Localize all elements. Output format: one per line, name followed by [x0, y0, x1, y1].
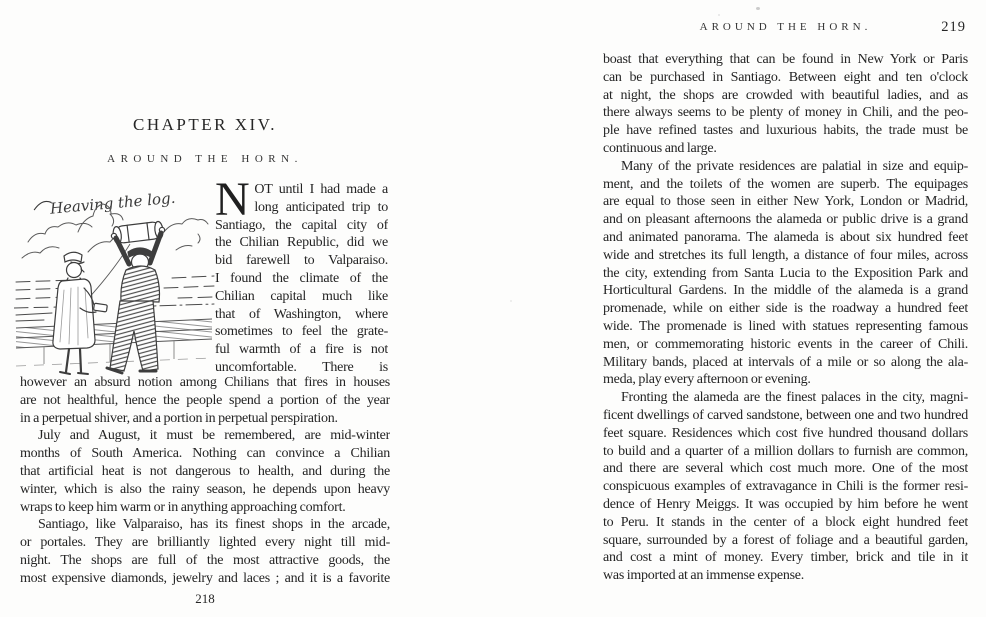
- text-line: uncomfortable. There is: [215, 359, 388, 375]
- opening-paragraph: [215, 173, 388, 377]
- left-page-body: [20, 374, 390, 588]
- text-line: night. The shops are full of the most attractive goods, the: [20, 552, 390, 568]
- text-line: meda, play every afternoon or evening.: [603, 372, 811, 388]
- illustration-caption: Heaving the log.: [49, 188, 177, 218]
- text-line: and animated panorama. The alameda is about six hundred feet: [603, 229, 968, 245]
- scan-speck: [718, 14, 720, 16]
- scan-speck: [756, 7, 760, 10]
- text-line: Military bands, placed at intervals of a mile or so along the ala-: [603, 354, 968, 370]
- sailor-right-sketch: [107, 221, 165, 373]
- text-line: most expensive diamonds, jewelry and laces ; and it is a favorite: [20, 570, 390, 586]
- text-line: square, surrounded by a forest of foliage and a beautiful garden,: [603, 532, 968, 548]
- text-line: to build and a quarter of a million dollars to furnish are common,: [603, 443, 968, 459]
- heaving-the-log-illustration: [14, 178, 216, 380]
- scan-speck: [510, 300, 512, 302]
- text-line: ple have refined tastes and luxurious habits, the trade must be: [603, 123, 968, 139]
- text-line: ful warmth of a fire is not: [215, 342, 388, 358]
- text-line: months of South America. Nothing can convince a Chilian: [20, 446, 390, 462]
- chapter-subheading: AROUND THE HORN.: [107, 153, 303, 165]
- right-page: [493, 0, 986, 617]
- text-line: at night, the shops are crowded with beautiful ladies, and as: [603, 87, 968, 103]
- text-line: continuous and large.: [603, 140, 717, 156]
- text-line: men, or commemorating historic events in the career of Chili.: [603, 336, 968, 352]
- right-page-body: [603, 51, 968, 585]
- text-line: that of Washington, where: [215, 306, 388, 322]
- text-line: bid farewell to Valparaiso.: [215, 253, 388, 269]
- text-line: long anticipated trip to: [254, 199, 388, 215]
- text-line: I found the climate of the: [215, 270, 388, 286]
- text-line: and cost a mint of money. Every timber, brick and tile in it: [603, 550, 968, 566]
- text-line: ment, and the toilets of the women are superb. The equipages: [603, 176, 968, 192]
- text-line: feet square. Residences which cost five hundred thousand dollars: [603, 425, 968, 441]
- sea-lines: [14, 276, 214, 321]
- page-number-218: 218: [195, 591, 215, 606]
- text-line: there always seems to be plenty of money in Chili, and the peo-: [603, 105, 968, 121]
- text-line: and on pleasant afternoons the alameda or public drive is a grand: [603, 212, 968, 228]
- text-line: dence of Henry Meiggs. It was occupied by him before he went: [603, 496, 968, 512]
- text-line: winter, which is also the rainy season, he depends upon heavy: [20, 481, 390, 497]
- text-line: or portales. They are brilliantly lighted every night till mid-: [20, 535, 390, 551]
- text-line: however an absurd notion among Chilians that fires in houses: [20, 375, 390, 390]
- text-line: and there are several which cost much more. One of the most: [603, 461, 968, 477]
- sailor-left-sketch: [53, 252, 107, 374]
- text-line: are equal to those seen in either New York, London or Madrid,: [603, 194, 968, 210]
- text-line: sometimes to feel the grate-: [215, 324, 388, 340]
- running-header: [603, 19, 968, 37]
- text-line: in a perpetual shiver, and a portion in perpetual perspiration.: [20, 410, 338, 426]
- text-line: Fronting the alameda are the finest palaces in the city, magni-: [621, 390, 968, 406]
- text-line: the city, extending from Santa Lucia to the Exposition Park and: [603, 265, 968, 281]
- running-header-title: AROUND THE HORN.: [699, 21, 872, 33]
- illustration-canvas: [14, 178, 216, 380]
- text-line: are not healthful, hence the people spend a portion of the year: [20, 392, 390, 408]
- text-line: promenade, while on either side is the roadway a hundred feet: [603, 301, 968, 317]
- text-line: wide and stretches its full length, a distance of four miles, across: [603, 247, 968, 263]
- drop-cap: N: [215, 173, 250, 226]
- illustration-caption-group: [33, 189, 176, 219]
- text-line: the Chilian Republic, did we: [215, 235, 388, 251]
- text-line: boast that everything that can be found in New York or Paris: [603, 52, 968, 67]
- text-line: wide. The promenade is lined with statues representing famous: [603, 318, 968, 334]
- text-line: Horticultural Gardens. In the middle of the alameda is a grand: [603, 283, 968, 299]
- text-line: Santiago, the capital city of: [215, 217, 388, 233]
- text-line: Many of the private residences are palatial in size and equip-: [621, 158, 968, 174]
- text-line: to Peru. It stands in the center of a block eight hundred feet: [603, 514, 968, 530]
- text-line: can be purchased in Santiago. Between eight and ten o'clock: [603, 69, 968, 85]
- text-line: Santiago, like Valparaiso, has its finest shops in the arcade,: [38, 517, 390, 533]
- text-line: conspicuous examples of extravagance in Chili is the former resi-: [603, 479, 968, 495]
- page-number-219: 219: [941, 19, 966, 35]
- text-line: that artificial heat is not dangerous to health, and during the: [20, 463, 390, 479]
- text-line: ficent dwellings of carved sandstone, between one and two hundred: [603, 407, 968, 423]
- chapter-heading: CHAPTER XIV.: [133, 115, 277, 134]
- text-line: was imported at an immense expense.: [603, 568, 805, 584]
- text-line: OT until I had made a: [254, 182, 388, 197]
- text-line: wraps to keep him warm or in anything approaching comfort.: [20, 499, 346, 515]
- text-line: Chilian capital much like: [215, 288, 388, 304]
- text-line: July and August, it must be remembered, are mid-winter: [38, 428, 390, 444]
